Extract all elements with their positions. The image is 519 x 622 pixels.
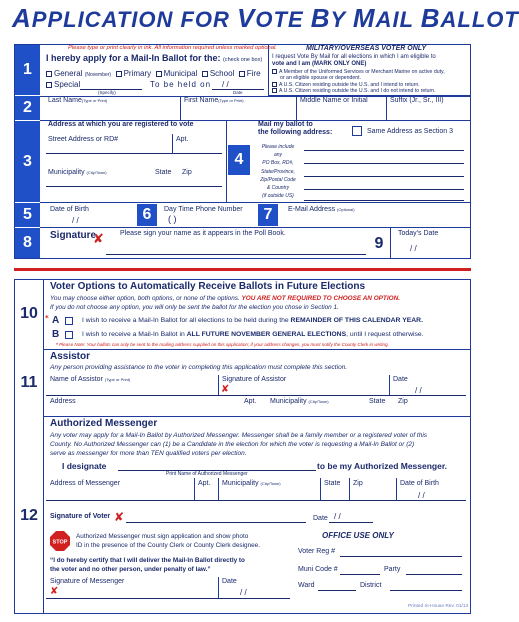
sig-messenger-x-mark: ✘	[50, 586, 59, 597]
signature-instruction: Please sign your name as it appears in the Poll Book.	[120, 230, 286, 237]
messenger-dob-label: Date of Birth	[400, 480, 439, 487]
street-line[interactable]	[46, 153, 222, 154]
assistor-date-label: Date	[393, 376, 408, 383]
section-number-4: 4	[228, 145, 250, 175]
street-label: Street Address or RD#	[48, 136, 119, 143]
assistor-div-b	[389, 375, 390, 395]
assistor-name-label: Name of Assistor (Type or Print)	[50, 376, 131, 383]
phone-label: Day Time Phone Number	[164, 206, 243, 213]
section-number-3: 3	[15, 121, 40, 202]
name-divider-b	[296, 96, 297, 120]
sig-messenger-label: Signature of Messenger	[50, 578, 125, 585]
assistor-municipality-label: Municipality (City/Town)	[270, 398, 329, 405]
options-line-2: If you do not choose any option, you will only be sent the ballot for the election you chose in Section 1.	[50, 304, 339, 311]
general-checkbox[interactable]	[46, 71, 52, 77]
mail-line-3[interactable]	[304, 176, 464, 177]
apt-label: Apt.	[176, 136, 189, 143]
special-election-row: Special	[46, 80, 80, 89]
held-on-label: To be held on	[150, 80, 212, 89]
municipality-line[interactable]	[46, 186, 222, 187]
assistor-address-label: Address	[50, 398, 76, 405]
special-checkbox[interactable]	[46, 82, 52, 88]
designate-end: to be my Authorized Messenger.	[317, 461, 448, 471]
messenger-municipality-label: Municipality (City/Town)	[222, 480, 281, 487]
military-option-1-checkbox[interactable]	[272, 69, 277, 74]
signature-line[interactable]	[106, 254, 366, 255]
certify-2: the voter and no other person, under penalty of law.”	[50, 566, 211, 573]
assistor-date-slash: / /	[415, 386, 422, 395]
office-title: OFFICE USE ONLY	[322, 531, 394, 540]
first-name-label: First Name(Type or Print)	[184, 97, 244, 104]
messenger-desc-3: serve as messenger for more than TEN qualified voters per election.	[50, 450, 247, 457]
msg-div-c	[320, 478, 321, 500]
municipal-checkbox[interactable]	[156, 71, 162, 77]
assistor-zip-label: Zip	[398, 398, 408, 405]
military-option-3: A U.S. Citizen residing outside the U.S. and I do not intend to return.	[272, 88, 436, 94]
suffix-label: Suffix (Jr., Sr., III)	[390, 97, 444, 104]
district-line[interactable]	[390, 590, 462, 591]
same-address-label: Same Address as Section 3	[367, 128, 453, 135]
section-number-12: 12	[15, 418, 43, 613]
option-b-checkbox[interactable]	[65, 331, 73, 339]
ward-line[interactable]	[318, 590, 356, 591]
msg-div-a	[194, 478, 195, 500]
ward-label: Ward	[298, 582, 315, 589]
divider-11-12	[43, 416, 471, 417]
last-name-label: Last Name(Type or Print)	[48, 97, 108, 104]
section-1-heading: I hereby apply for a Mail-In Ballot for the: (check one box)	[46, 53, 263, 63]
msg-div-d	[349, 478, 350, 500]
sig-voter-line[interactable]	[126, 522, 306, 523]
primary-checkbox[interactable]	[116, 71, 122, 77]
assistor-state-label: State	[369, 398, 386, 405]
section-number-10: 10	[15, 280, 43, 348]
sig-messenger-date-slash: / /	[240, 588, 247, 597]
include-note: Please include any PO Box, RD#, State/Province, Zip/Postal Code & Country (if outside US)	[260, 144, 296, 200]
military-intro-2: vote and I am (MARK ONLY ONE)	[272, 61, 367, 67]
option-b-letter: B	[52, 329, 60, 340]
dob-label: Date of Birth	[50, 206, 89, 213]
section-number-7: 7	[258, 204, 278, 226]
messenger-dob-slash: / /	[418, 491, 425, 500]
option-a-text: I wish to receive a Mail-In Ballot for all elections to be held during the REMAINDER OF THIS CALENDAR YEAR.	[82, 317, 423, 324]
divider-3-5	[40, 202, 471, 203]
military-option-3-checkbox[interactable]	[272, 88, 277, 93]
sig-messenger-divider	[218, 577, 219, 598]
sig-voter-x-mark: ✘	[114, 510, 125, 524]
stop-text-1: Authorized Messenger must sign application and show photo	[76, 533, 249, 540]
voter-reg-label: Voter Reg #	[298, 548, 335, 555]
dob-slash: / /	[72, 216, 79, 225]
stop-icon	[50, 531, 70, 551]
print-name-note: Print Name of Authorized Messenger	[166, 471, 248, 477]
specify-note: (Specify)	[98, 90, 116, 95]
option-b-text: I wish to receive a Mail-In Ballot in ALL FUTURE NOVEMBER GENERAL ELECTIONS, until I request otherwise.	[82, 331, 424, 338]
phone-parens: ( )	[168, 214, 177, 224]
state-label: State	[155, 169, 172, 176]
section-number-5: 5	[15, 203, 40, 227]
zip-label: Zip	[182, 169, 192, 176]
assistor-line-1[interactable]	[46, 395, 466, 396]
svg-text:STOP: STOP	[52, 539, 68, 546]
messenger-state-label: State	[324, 480, 341, 487]
name-divider-c	[386, 96, 387, 120]
assistor-desc: Any person providing assistance to the voter in completing this application must complete this section.	[50, 364, 348, 371]
military-option-2: A U.S. Citizen residing outside the U.S. and I intend to return.	[272, 82, 420, 88]
footer-note: Printed In-House Rev. 01/13	[408, 604, 469, 609]
municipality-label: Municipality (City/Town)	[48, 169, 107, 176]
apt-divider	[172, 134, 173, 154]
section-number-6: 6	[137, 204, 157, 226]
party-line[interactable]	[406, 574, 462, 575]
sig-voter-date-label: Date	[313, 515, 328, 522]
mail-line-5[interactable]	[304, 200, 464, 201]
messenger-address-line[interactable]	[46, 500, 466, 501]
messenger-desc-1: Any voter may apply for a Mail-In Ballot by Authorized Messenger. Messenger shall be a family member or a registered voter of this	[50, 432, 428, 439]
section-10-title: Voter Options to Automatically Receive Ballots in Future Elections	[50, 281, 366, 292]
messenger-zip-label: Zip	[353, 480, 363, 487]
school-checkbox[interactable]	[202, 71, 208, 77]
party-label: Party	[384, 566, 401, 573]
military-intro-1: I request Vote By Mail for all elections in which I am eligible to	[272, 54, 436, 60]
lower-number-divider	[43, 279, 44, 614]
muni-code-line[interactable]	[340, 574, 380, 575]
todays-date-slash: / /	[410, 244, 417, 253]
msg-div-b	[218, 478, 219, 500]
section-number-2: 2	[15, 96, 40, 120]
date-note: Date	[233, 90, 243, 95]
certify-1: “I do hereby certify that I will deliver the Mail-In Ballot directly to	[50, 557, 245, 564]
military-option-2-checkbox[interactable]	[272, 82, 277, 87]
assistor-div-a	[218, 375, 219, 395]
voter-reg-line[interactable]	[340, 556, 462, 557]
election-type-row: General (November) Primary Municipal School Fire	[46, 69, 261, 78]
section-number-8: 8	[15, 228, 40, 258]
options-note: * Please Note: Your ballots can only be sent to the mailing address supplied on this application; if your address changes, you must notify the County Clerk in writing.	[56, 342, 389, 347]
designate-label: I designate	[62, 461, 107, 471]
mail-line-4[interactable]	[304, 189, 464, 190]
messenger-apt-label: Apt.	[198, 480, 211, 487]
section-number-1: 1	[15, 45, 40, 95]
messenger-address-label: Address of Messenger	[50, 480, 121, 487]
red-divider	[14, 268, 471, 271]
assistor-apt-label: Apt.	[244, 398, 257, 405]
military-option-1b: or an eligible spouse or dependent.	[280, 75, 362, 81]
top-note: Please type or print clearly in ink. All information required unless marked optional.	[68, 45, 277, 51]
mail-to-title-1: Mail my ballot to	[258, 121, 313, 128]
held-on-slash: / /	[222, 80, 229, 89]
assistor-sig-label: Signature of Assistor	[222, 376, 287, 383]
same-address-checkbox[interactable]	[352, 126, 362, 136]
middle-name-label: Middle Name or Initial	[300, 97, 368, 104]
section-3-title: Address at which you are registered to vote	[48, 121, 194, 128]
mail-to-title-2: the following address:	[258, 129, 333, 136]
sec3-4-divider	[226, 120, 227, 203]
signature-label: Signature	[50, 230, 97, 241]
sec8-9-divider	[390, 227, 391, 258]
section-12-title: Authorized Messenger	[50, 418, 158, 429]
military-title: MILITARY/OVERSEAS VOTER ONLY	[306, 45, 427, 52]
name-divider-a	[180, 96, 181, 120]
option-a-letter: A	[52, 315, 60, 326]
section-11-title: Assistor	[50, 351, 91, 362]
muni-code-label: Muni Code #	[298, 566, 338, 573]
option-a-star: *	[45, 314, 49, 322]
mail-line-2[interactable]	[304, 163, 464, 164]
sig-voter-date-line[interactable]	[329, 522, 373, 523]
sig-voter-label: Signature of Voter	[50, 513, 111, 520]
divider-10-11	[43, 349, 471, 350]
mail-line-1[interactable]	[304, 150, 464, 151]
option-a-checkbox[interactable]	[65, 317, 73, 325]
sig-voter-date-slash: / /	[334, 512, 341, 521]
divider-5-8	[40, 227, 471, 228]
form-title: APPLICATION FOR VOTE BY MAIL BALLOT	[12, 3, 519, 33]
messenger-desc-2: County. No Authorized Messenger can (1) be a Candidate in the election for which the voter is requesting a Mail-In Ballot or (2)	[50, 441, 415, 448]
options-line-1: You may choose either option, both options, or none of the options. YOU ARE NOT REQUIRED TO CHOOSE AN OPTION.	[50, 295, 400, 302]
assistor-x-mark: ✘	[221, 384, 230, 395]
sig-messenger-date-label: Date	[222, 578, 237, 585]
signature-x-mark: ✘	[93, 232, 104, 247]
fire-checkbox[interactable]	[239, 71, 245, 77]
email-label: E-Mail Address (Optional)	[288, 206, 355, 213]
military-option-1: A Member of the Uniformed Services or Merchant Marine on active duty,	[272, 69, 445, 75]
section-number-9: 9	[370, 232, 388, 256]
stop-text-2: ID in the presence of the County Clerk or County Clerk designee.	[76, 542, 261, 549]
sig-messenger-line[interactable]	[46, 598, 290, 599]
todays-date-label: Today's Date	[398, 230, 439, 237]
district-label: District	[360, 582, 382, 589]
msg-div-e	[396, 478, 397, 500]
section-number-11: 11	[15, 350, 43, 416]
